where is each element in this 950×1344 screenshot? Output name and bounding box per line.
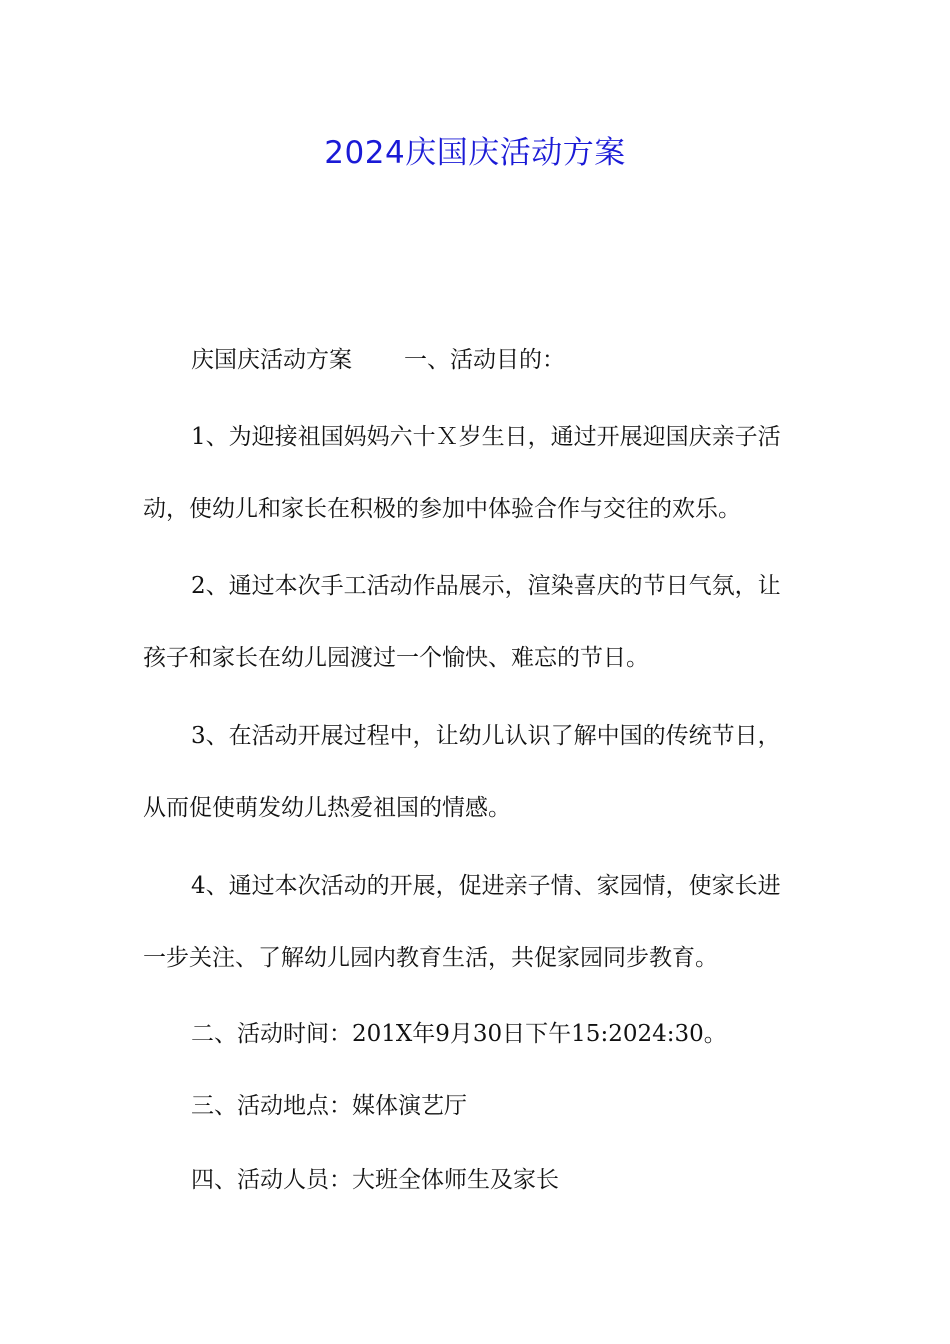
section3-line: 三、活动地点：媒体演艺厅: [191, 1093, 467, 1119]
document-title: 2024庆国庆活动方案: [324, 135, 626, 171]
item4-line1: 4、通过本次活动的开展，促进亲子情、家园情，使家长进: [191, 873, 781, 899]
item1-line1: 1、为迎接祖国妈妈六十Ｘ岁生日，通过开展迎国庆亲子活: [191, 424, 781, 450]
item1-line2: 动，使幼儿和家长在积极的参加中体验合作与交往的欢乐。: [143, 496, 741, 522]
item3-paragraph: [143, 700, 815, 844]
item1-paragraph: [143, 401, 815, 545]
item4-paragraph: [143, 850, 815, 994]
intro-line: [143, 324, 815, 396]
section3-paragraph: [143, 1070, 815, 1142]
section4-paragraph: [143, 1144, 815, 1216]
item4-line2: 一步关注、了解幼儿园内教育生活，共促家园同步教育。: [143, 945, 718, 971]
section2-paragraph: [143, 998, 815, 1070]
section4-line: 四、活动人员：大班全体师生及家长: [191, 1167, 559, 1193]
intro-paragraph: [143, 324, 815, 396]
item2-line1: 2、通过本次手工活动作品展示，渲染喜庆的节日气氛，让: [191, 573, 781, 599]
section2-line: 二、活动时间：201X年9月30日下午15:2024:30。: [191, 1021, 727, 1047]
item2-line2: 孩子和家长在幼儿园渡过一个愉快、难忘的节日。: [143, 645, 649, 671]
item2-paragraph: [143, 550, 815, 694]
intro-heading: 庆国庆活动方案: [191, 347, 352, 373]
item3-line2: 从而促使萌发幼儿热爱祖国的情感。: [143, 795, 511, 821]
section1-heading: 一、活动目的：: [404, 347, 565, 373]
item3-line1: 3、在活动开展过程中，让幼儿认识了解中国的传统节日，: [191, 723, 781, 749]
